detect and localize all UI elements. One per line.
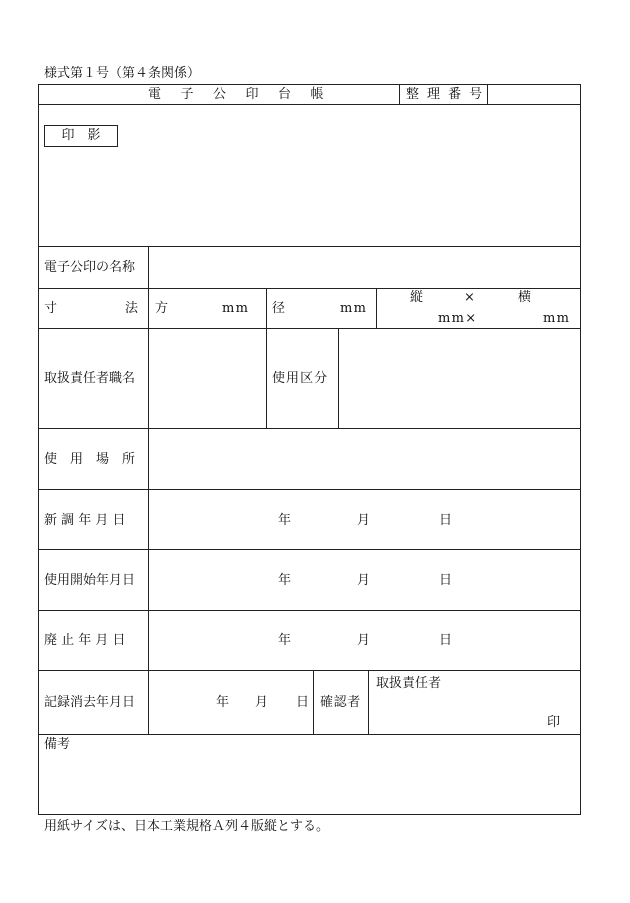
- diameter-unit: mm: [340, 301, 368, 316]
- remarks-field[interactable]: [44, 756, 574, 808]
- responsible-label: 取扱責任者: [376, 676, 442, 691]
- horizontal-label: 横: [518, 290, 532, 305]
- new-date-label: 新 調 年 月 日: [44, 513, 126, 528]
- seal-name-field[interactable]: [154, 252, 574, 284]
- label-column-divider: [148, 246, 149, 734]
- diameter-label: 径: [272, 301, 286, 316]
- square-unit: mm: [222, 301, 250, 316]
- abolish-date-month: 月: [357, 633, 371, 648]
- erase-date-day: 日: [296, 695, 310, 710]
- new-date-day: 日: [439, 513, 453, 528]
- divider: [38, 328, 580, 329]
- start-date-label: 使用開始年月日: [44, 573, 136, 588]
- location-field[interactable]: [154, 436, 574, 482]
- start-date-year: 年: [278, 573, 292, 588]
- divider: [376, 288, 377, 328]
- form-number: 様式第１号（第４条関係）: [44, 66, 201, 81]
- times-mark: ×: [464, 290, 475, 305]
- seal-name-label: 電子公印の名称: [44, 260, 136, 275]
- rect-unit-times: mm×: [438, 311, 478, 326]
- confirmer-label: 確認者: [320, 695, 361, 710]
- divider: [38, 104, 580, 105]
- manager-title-label: 取扱責任者職名: [44, 371, 136, 386]
- divider: [338, 328, 339, 428]
- rect-unit: mm: [543, 311, 571, 326]
- usage-category-field[interactable]: [344, 334, 574, 422]
- divider: [38, 428, 580, 429]
- divider: [368, 670, 369, 734]
- erase-date-year: 年: [216, 695, 230, 710]
- ref-number-field[interactable]: [492, 88, 576, 102]
- seal-mark: 印: [547, 715, 561, 730]
- divider: [38, 288, 580, 289]
- footnote: 用紙サイズは、日本工業規格Ａ列４版縦とする。: [44, 819, 329, 834]
- start-date-day: 日: [439, 573, 453, 588]
- divider: [38, 246, 580, 247]
- divider: [38, 670, 580, 671]
- divider: [38, 489, 580, 490]
- seal-impression-label: 印 影: [61, 128, 101, 143]
- abolish-date-day: 日: [439, 633, 453, 648]
- manager-title-field[interactable]: [153, 334, 261, 422]
- divider: [313, 670, 314, 734]
- start-date-month: 月: [357, 573, 371, 588]
- vertical-label: 縦: [410, 290, 424, 305]
- new-date-month: 月: [357, 513, 371, 528]
- ref-number-label: 整 理 番 号: [406, 87, 485, 102]
- divider: [38, 734, 580, 735]
- location-label: 使 用 場 所: [44, 452, 136, 467]
- abolish-date-year: 年: [278, 633, 292, 648]
- erase-date-label: 記録消去年月日: [44, 695, 136, 710]
- seal-impression-area[interactable]: [120, 110, 575, 240]
- dimensions-label: 法: [125, 301, 139, 316]
- erase-date-month: 月: [255, 695, 269, 710]
- new-date-year: 年: [278, 513, 292, 528]
- remarks-label: 備考: [44, 737, 71, 752]
- usage-category-label: 使用区分: [272, 371, 329, 386]
- divider: [38, 549, 580, 550]
- square-label: 方: [155, 301, 169, 316]
- divider: [399, 84, 400, 104]
- page-title: 電 子 公 印 台 帳: [148, 87, 327, 102]
- divider: [266, 288, 267, 428]
- divider: [38, 610, 580, 611]
- dimensions-label: 寸: [44, 301, 58, 316]
- divider: [487, 84, 488, 104]
- abolish-date-label: 廃 止 年 月 日: [44, 633, 126, 648]
